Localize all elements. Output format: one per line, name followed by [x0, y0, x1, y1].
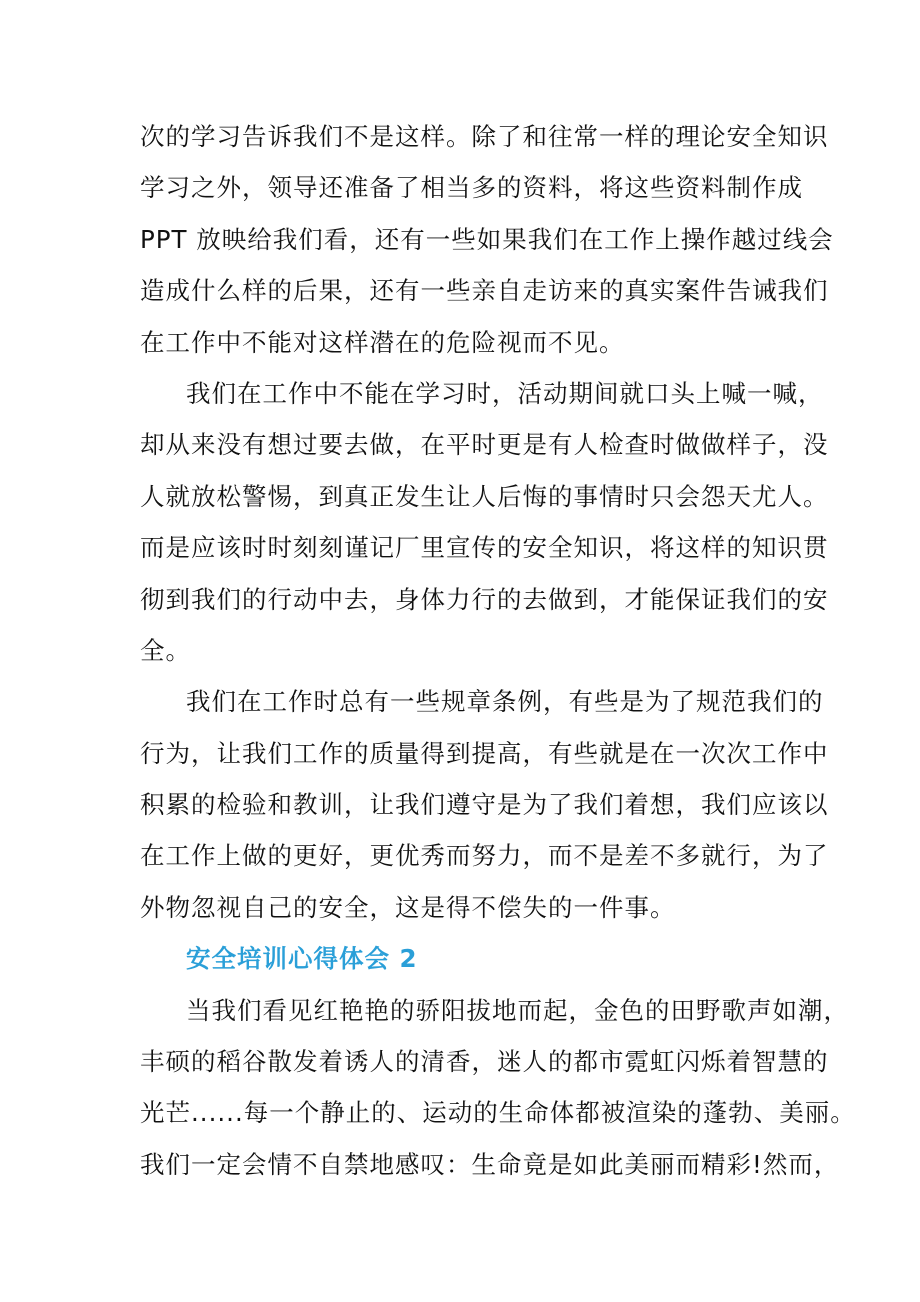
text-line: 丰硕的稻谷散发着诱人的清香，迷人的都市霓虹闪烁着智慧的	[140, 1047, 829, 1077]
text-line: 外物忽视自己的安全，这是得不偿失的一件事。	[140, 892, 676, 922]
text-line: 次的学习告诉我们不是这样。除了和往常一样的理论安全知识	[140, 122, 829, 151]
text-line: PPT 放映给我们看，还有一些如果我们在工作上操作越过线会	[140, 224, 834, 254]
text-line: 在工作上做的更好，更优秀而努力，而不是差不多就行，为了	[140, 841, 829, 871]
text-line: 全。	[140, 635, 191, 665]
text-line: 造成什么样的后果，还有一些亲自走访来的真实案件告诫我们	[140, 276, 829, 306]
text-line: 我们在工作时总有一些规章条例，有些是为了规范我们的	[186, 687, 824, 717]
text-line: 我们一定会情不自禁地感叹：生命竟是如此美丽而精彩!然而，	[140, 1149, 840, 1179]
text-line: 当我们看见红艳艳的骄阳拔地而起，金色的田野歌声如潮，	[186, 995, 849, 1025]
text-line: 行为，让我们工作的质量得到提高，有些就是在一次次工作中	[140, 738, 829, 768]
document-page	[140, 111, 856, 1190]
text-line: 彻到我们的行动中去，身体力行的去做到，才能保证我们的安	[140, 584, 829, 614]
text-line: 在工作中不能对这样潜在的危险视而不见。	[140, 327, 625, 357]
section-heading: 安全培训心得体会 2	[186, 944, 418, 974]
text-line: 人就放松警惕，到真正发生让人后悔的事情时只会怨天尤人。	[140, 481, 829, 511]
text-line: 积累的检验和教训，让我们遵守是为了我们着想，我们应该以	[140, 790, 829, 820]
text-line: 光芒......每一个静止的、运动的生命体都被渲染的蓬勃、美丽。	[140, 1098, 856, 1128]
text-line: 我们在工作中不能在学习时，活动期间就口头上喊一喊，	[186, 378, 824, 408]
text-line: 却从来没有想过要去做，在平时更是有人检查时做做样子，没	[140, 430, 829, 460]
text-line: 学习之外，领导还准备了相当多的资料，将这些资料制作成	[140, 173, 803, 203]
text-line: 而是应该时时刻刻谨记厂里宣传的安全知识，将这样的知识贯	[140, 533, 829, 563]
